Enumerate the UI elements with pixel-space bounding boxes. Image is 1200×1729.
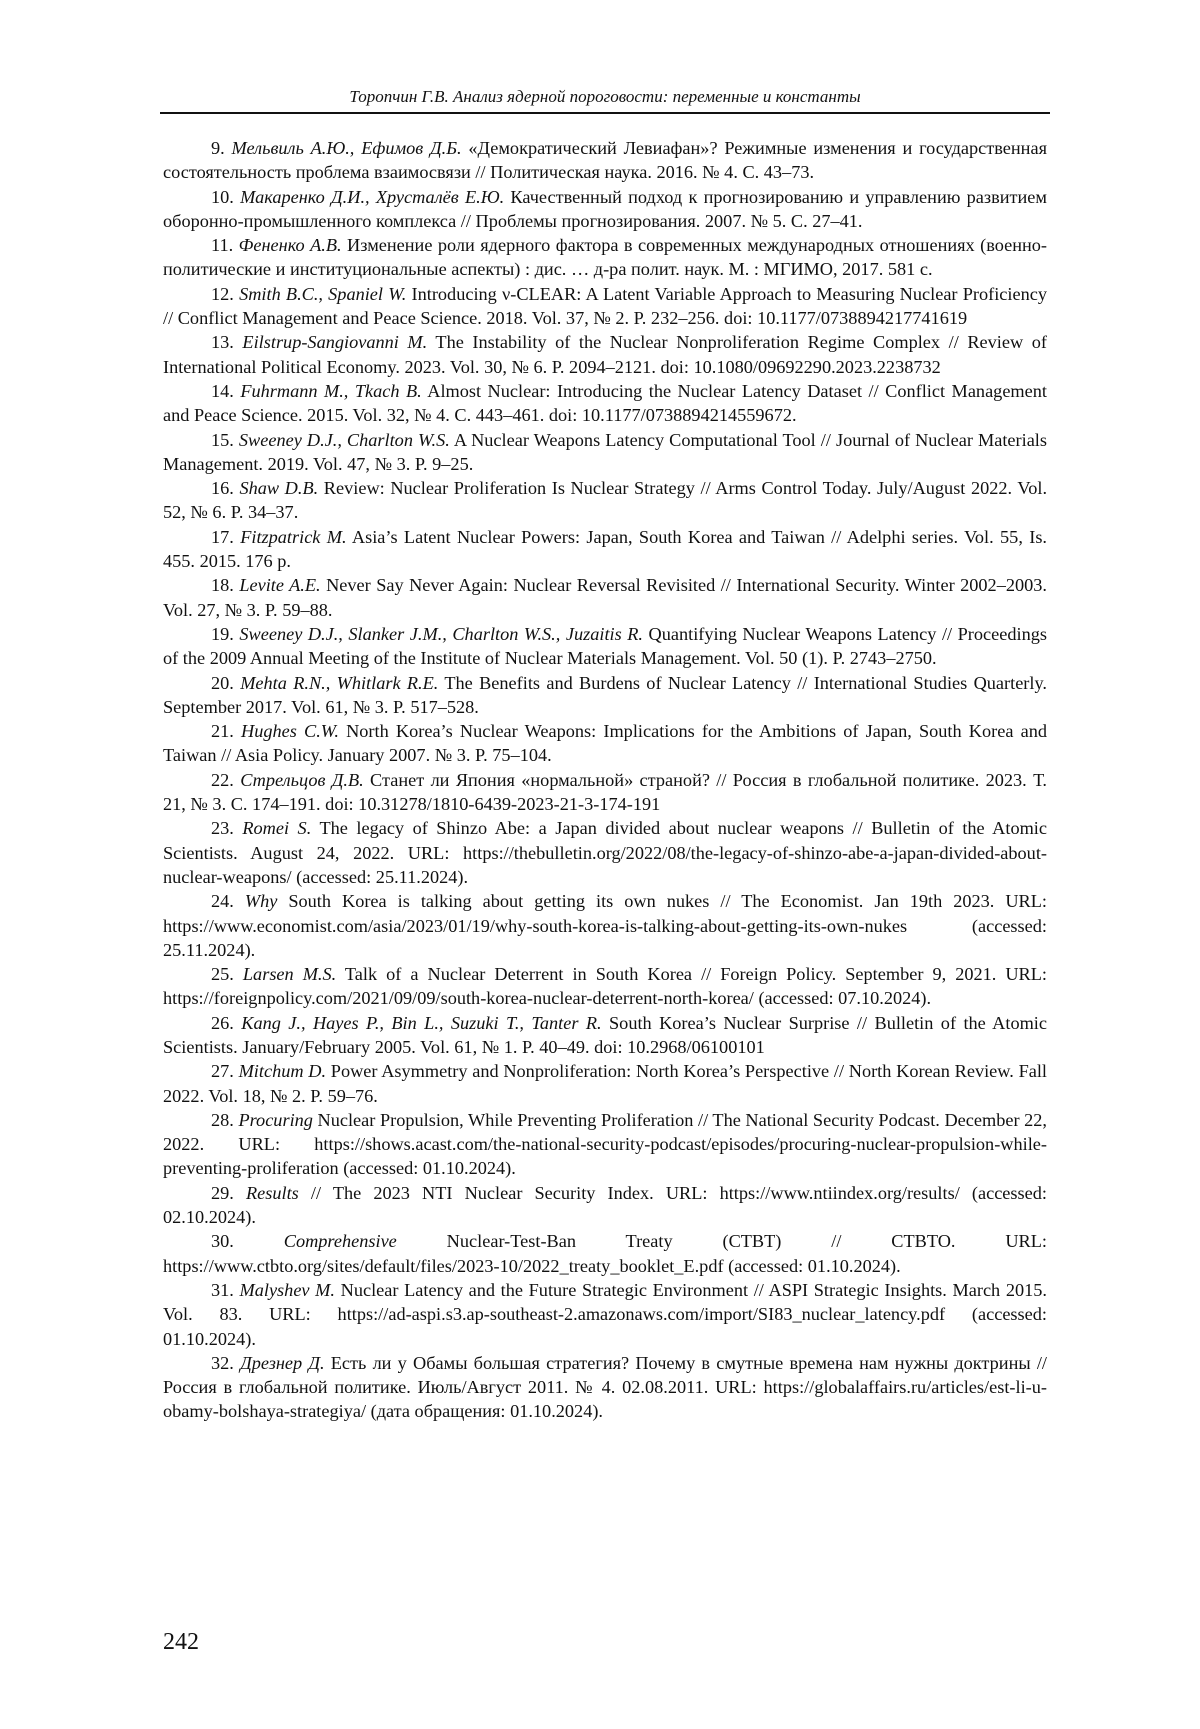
reference-text: «Демократический Левиафан»? Режимные изменения и государственная состоятельность проблема взаимосвязи // Политическая наука. 2016. № 4. С. 43–73.	[163, 138, 1047, 183]
reference-text: Nuclear Propulsion, While Preventing Proliferation // The National Security Podcast. December 22, 2022. URL: https://shows.acast.com/the-national-security-podcast/episodes/procuring-nuclear-propulsion-while-preventing-proliferation (accessed: 01.10.2024).	[163, 1109, 1047, 1179]
reference-authors: Mehta R.N., Whitlark R.E.	[240, 672, 439, 693]
reference-item	[163, 476, 1047, 525]
reference-text: The Benefits and Burdens of Nuclear Latency // International Studies Quarterly. September 2017. Vol. 61, № 3. P. 517–528.	[163, 672, 1047, 717]
reference-number: 10.	[211, 186, 234, 207]
reference-authors: Fuhrmann M., Tkach B.	[240, 380, 422, 401]
reference-text: Power Asymmetry and Nonproliferation: North Korea’s Perspective // North Korean Review. Fall 2022. Vol. 18, № 2. P. 59–76.	[163, 1061, 1048, 1106]
reference-item	[163, 573, 1047, 622]
reference-number: 20.	[211, 672, 234, 693]
reference-number: 15.	[211, 429, 234, 450]
reference-number: 25.	[211, 964, 234, 985]
reference-item	[163, 136, 1047, 185]
reference-number: 12.	[211, 283, 234, 304]
reference-authors: Фененко А.В.	[238, 235, 342, 256]
reference-authors: Shaw D.B.	[239, 478, 319, 499]
reference-text: North Korea’s Nuclear Weapons: Implications for the Ambitions of Japan, South Korea and Taiwan // Asia Policy. January 2007. № 3. P. 75–104.	[163, 721, 1048, 766]
reference-item	[163, 671, 1047, 720]
running-header: Торопчин Г.В. Анализ ядерной пороговости: переменные и константы	[349, 87, 861, 106]
reference-text: Станет ли Япония «нормальной» страной? // Россия в глобальной политике. 2023. Т. 21, № 3. С. 174–191. doi: 10.31278/1810-6439-2023-21-3-174-191	[163, 769, 1047, 815]
reference-authors: Eilstrup-Sangiovanni M.	[242, 332, 428, 353]
reference-authors: Макаренко Д.И., Хрусталёв Е.Ю.	[240, 186, 505, 207]
reference-number: 16.	[211, 478, 234, 499]
reference-item	[163, 330, 1047, 379]
reference-authors: Мельвиль А.Ю., Ефимов Д.Б.	[231, 138, 462, 158]
reference-authors: Levite A.E.	[239, 575, 321, 596]
reference-item	[163, 185, 1047, 234]
reference-text: Есть ли у Обамы большая стратегия? Почему в смутные времена нам нужны доктрины // Россия в глобальной политике. Июль/Август 2011. № 4. 02.08.2011. URL: https://globalaffairs.ru/articles/est-li-u-obamy-bolshaya-strategiya/ (дата обращения: 01.10.2024).	[163, 1352, 1047, 1422]
reference-text: Quantifying Nuclear Weapons Latency // Proceedings of the 2009 Annual Meeting of the Institute of Nuclear Materials Management. Vol. 50 (1). P. 2743–2750.	[163, 623, 1047, 669]
reference-item	[163, 962, 1047, 1011]
reference-authors: Procuring	[238, 1109, 313, 1130]
reference-number: 32.	[211, 1352, 234, 1373]
reference-text: Nuclear-Test-Ban Treaty (CTBT) // CTBTO. URL: https://www.ctbto.org/sites/default/files/2023-10/2022_treaty_booklet_E.pdf (accessed: 01.10.2024).	[163, 1231, 1047, 1276]
reference-item	[163, 379, 1047, 428]
reference-number: 31.	[211, 1279, 234, 1300]
reference-authors: Kang J., Hayes P., Bin L., Suzuki T., Tanter R.	[241, 1012, 602, 1033]
reference-authors: Стрельцов Д.В.	[240, 769, 364, 790]
reference-item	[163, 525, 1047, 574]
reference-number: 30.	[211, 1231, 234, 1252]
reference-text: South Korea’s Nuclear Surprise // Bulletin of the Atomic Scientists. January/February 2005. Vol. 61, № 1. P. 40–49. doi: 10.2968/06100101	[163, 1012, 1048, 1057]
reference-number: 17.	[211, 526, 234, 547]
reference-number: 29.	[211, 1182, 234, 1203]
reference-item	[163, 719, 1047, 768]
reference-number: 13.	[211, 332, 234, 353]
reference-text: Изменение роли ядерного фактора в современных международных отношениях (военно-политические и институциональные аспекты) : дис. … д-ра полит. наук. М. : МГИМО, 2017. 581 с.	[163, 235, 1047, 280]
reference-authors: Fitzpatrick M.	[240, 526, 347, 547]
reference-number: 22.	[211, 769, 234, 790]
reference-authors: Sweeney D.J., Slanker J.M., Charlton W.S., Juzaitis R.	[239, 623, 643, 644]
reference-text: Nuclear Latency and the Future Strategic Environment // ASPI Strategic Insights. March 2015. Vol. 83. URL: https://ad-aspi.s3.ap-southeast-2.amazonaws.com/import/SI83_nuclear_latency.pdf (accessed: 01.10.2024).	[163, 1279, 1047, 1349]
reference-authors: Romei S.	[242, 818, 312, 839]
reference-item	[163, 1011, 1047, 1060]
reference-authors: Results	[245, 1182, 299, 1203]
reference-authors: Larsen M.S.	[242, 964, 337, 985]
reference-authors: Comprehensive	[283, 1231, 397, 1252]
reference-authors: Дрезнер Д.	[240, 1352, 325, 1373]
reference-text: Asia’s Latent Nuclear Powers: Japan, South Korea and Taiwan // Adelphi series. Vol. 55, Is. 455. 2015. 176 p.	[163, 526, 1047, 572]
reference-number: 14.	[211, 380, 234, 401]
reference-authors: Mitchum D.	[238, 1061, 327, 1082]
reference-item	[163, 428, 1047, 477]
reference-item	[163, 889, 1047, 962]
reference-text: Never Say Never Again: Nuclear Reversal Revisited // International Security. Winter 2002–2003. Vol. 27, № 3. P. 59–88.	[163, 575, 1047, 620]
reference-text: Introducing ν-CLEAR: A Latent Variable Approach to Measuring Nuclear Proficiency // Conflict Management and Peace Science. 2018. Vol. 37, № 2. P. 232–256. doi: 10.1177/0738894217741619	[163, 283, 1047, 329]
reference-text: South Korea is talking about getting its own nukes // The Economist. Jan 19th 2023. URL: https://www.economist.com/asia/2023/01/19/why-south-korea-is-talking-about-getting-its-own-nukes (accessed: 25.11.2024).	[163, 891, 1047, 960]
reference-text: Review: Nuclear Proliferation Is Nuclear Strategy // Arms Control Today. July/August 2022. Vol. 52, № 6. P. 34–37.	[163, 478, 1048, 523]
reference-number: 24.	[211, 891, 234, 912]
reference-item	[163, 1278, 1047, 1351]
reference-number: 18.	[211, 575, 234, 596]
reference-text: The legacy of Shinzo Abe: a Japan divided about nuclear weapons // Bulletin of the Atomic Scientists. August 24, 2022. URL: https://thebulletin.org/2022/08/the-legacy-of-shinzo-abe-a-japan-divided-about-nuclear-weapons/ (accessed: 25.11.2024).	[163, 818, 1047, 887]
reference-item	[163, 1108, 1047, 1181]
reference-text: A Nuclear Weapons Latency Computational Tool // Journal of Nuclear Materials Management. 2019. Vol. 47, № 3. P. 9–25.	[163, 429, 1048, 474]
reference-item	[163, 282, 1047, 331]
reference-number: 19.	[211, 623, 234, 644]
reference-text: Almost Nuclear: Introducing the Nuclear Latency Dataset // Conflict Management and Peace Science. 2015. Vol. 32, № 4. С. 443–461. doi: 10.1177/0738894214559672.	[163, 380, 1047, 426]
reference-text: Качественный подход к прогнозированию и управлению развитием оборонно-промышленного комплекса // Проблемы прогнозирования. 2007. № 5. С. 27–41.	[163, 186, 1047, 231]
reference-authors: Hughes C.W.	[241, 721, 339, 742]
reference-item	[163, 1181, 1047, 1230]
reference-item	[163, 622, 1047, 671]
reference-authors: Malyshev M.	[239, 1279, 335, 1300]
header-rule	[160, 112, 1050, 114]
reference-number: 9.	[211, 138, 225, 158]
reference-item	[163, 1059, 1047, 1108]
reference-number: 21.	[211, 721, 234, 742]
reference-text: The Instability of the Nuclear Nonproliferation Regime Complex // Review of International Political Economy. 2023. Vol. 30, № 6. P. 2094–2121. doi: 10.1080/09692290.2023.2238732	[163, 332, 1047, 377]
reference-item	[163, 816, 1047, 889]
reference-number: 11.	[211, 235, 234, 256]
reference-authors: Why	[244, 891, 278, 912]
reference-number: 23.	[211, 818, 234, 839]
reference-number: 26.	[211, 1012, 234, 1033]
reference-list	[163, 136, 1047, 1424]
reference-item	[163, 233, 1047, 282]
reference-item	[163, 768, 1047, 817]
reference-number: 28.	[211, 1109, 234, 1130]
reference-text: Talk of a Nuclear Deterrent in South Korea // Foreign Policy. September 9, 2021. URL: https://foreignpolicy.com/2021/09/09/south-korea-nuclear-deterrent-north-korea/ (accessed: 07.10.2024).	[163, 964, 1047, 1009]
reference-authors: Smith B.C., Spaniel W.	[239, 283, 407, 304]
reference-authors: Sweeney D.J., Charlton W.S.	[238, 429, 450, 450]
page-number: 242	[163, 1629, 199, 1655]
reference-text: // The 2023 NTI Nuclear Security Index. URL: https://www.ntiindex.org/results/ (accessed: 02.10.2024).	[163, 1182, 1047, 1228]
reference-item	[163, 1351, 1047, 1424]
reference-item	[163, 1229, 1047, 1278]
reference-number: 27.	[211, 1061, 234, 1082]
